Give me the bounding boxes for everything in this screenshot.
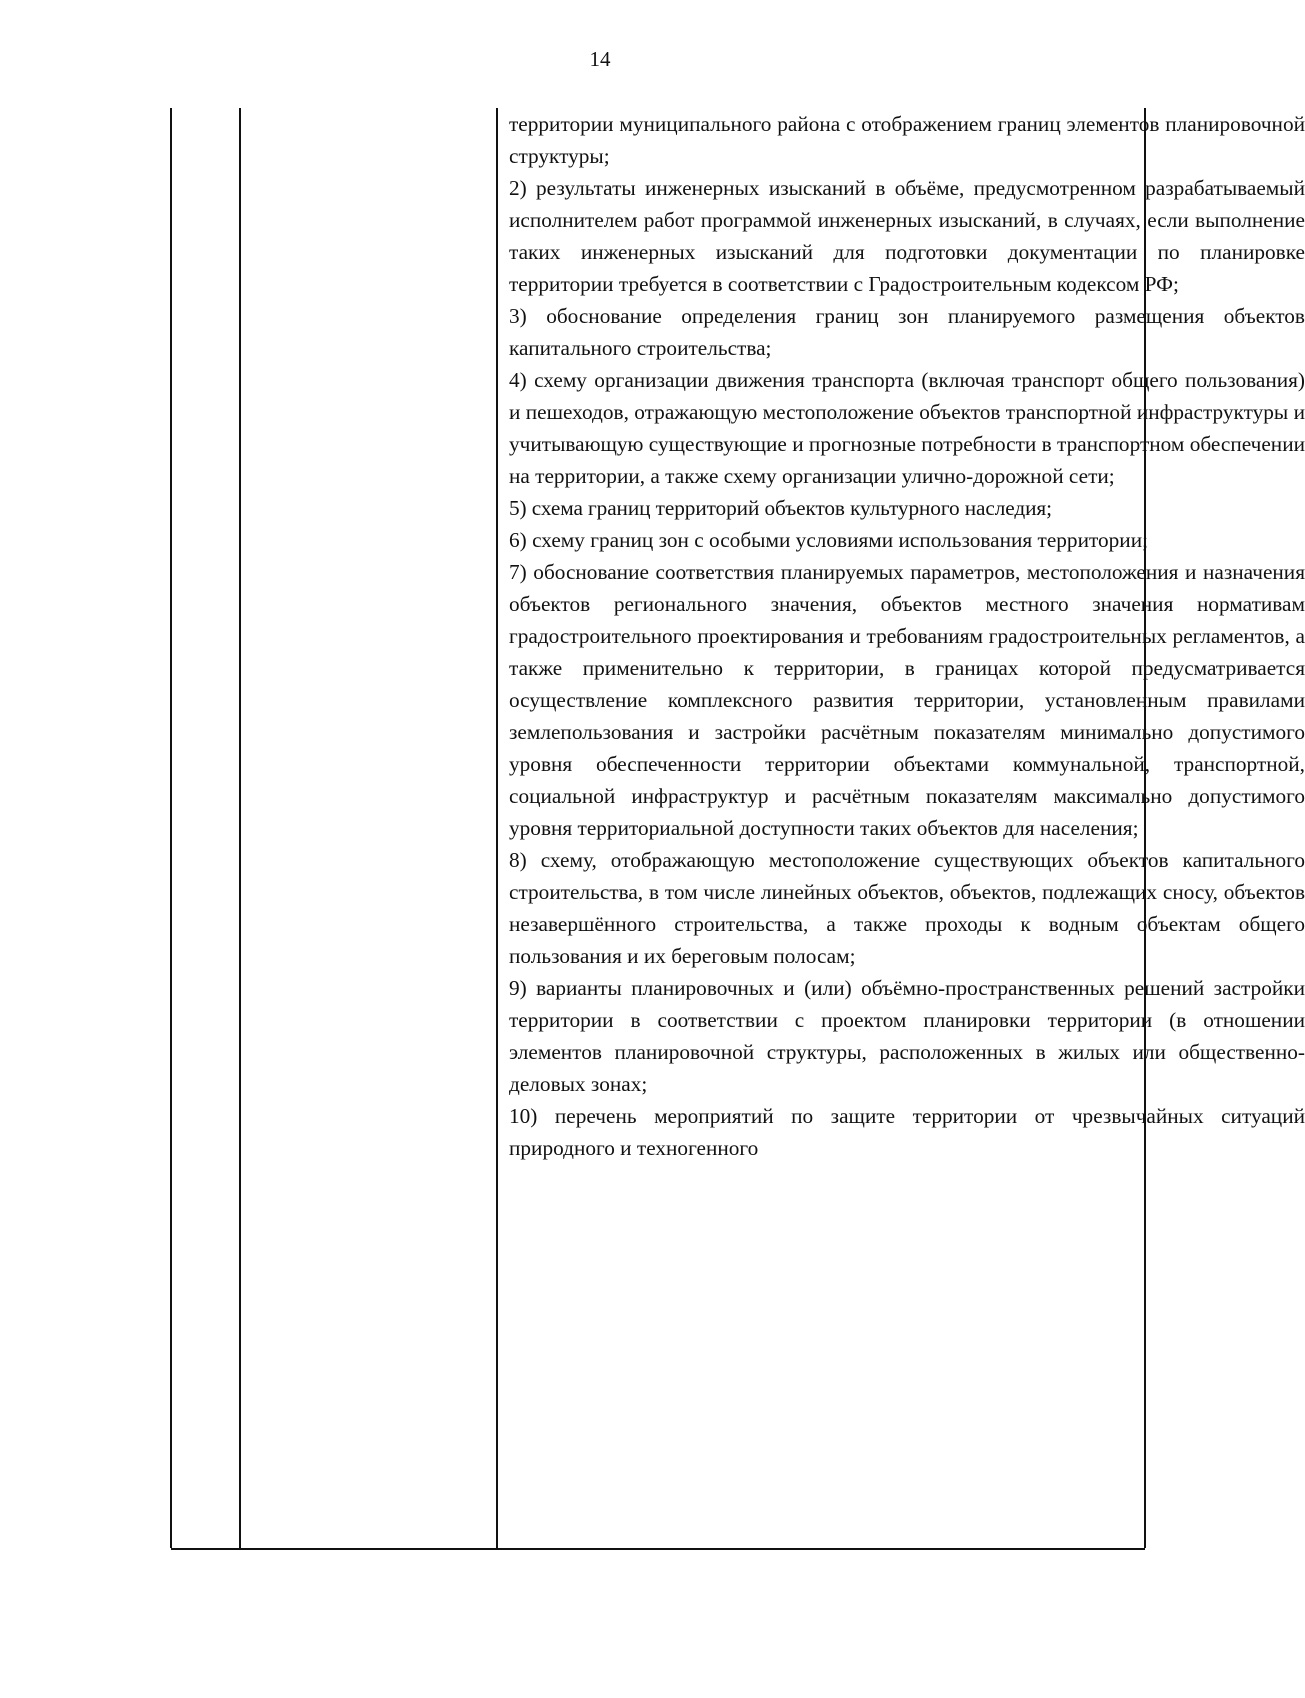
requirement-paragraph: 5) схема границ территорий объектов культурного наследия; [509, 496, 1052, 520]
page-number: 14 [589, 47, 611, 71]
requirement-paragraph: 8) схему, отображающую местоположение существующих объектов капитального строительства, в том числе линейных объектов, объектов, подлежащих сносу, объектов незавершённого строительства, а также проходы к водным объектам общего пользования и их береговым полосам; [509, 848, 1305, 968]
requirement-paragraph: 10) перечень мероприятий по защите территории от чрезвычайных ситуаций природного и техногенного [509, 1104, 1305, 1160]
requirement-paragraph: 2) результаты инженерных изысканий в объёме, предусмотренном разрабатываемый исполнителем работ программой инженерных изысканий, в случаях, если выполнение таких инженерных изысканий для подготовки документации по планировке территории требуется в соответствии с Градостроительным кодексом РФ; [509, 176, 1305, 296]
requirements-cell [509, 108, 1305, 1164]
table-continuation [171, 108, 1305, 1550]
requirement-paragraph: 4) схему организации движения транспорта (включая транспорт общего пользования) и пешеходов, отражающую местоположение объектов транспортной инфраструктуры и учитывающую существующие и прогнозные потребности в транспортном обеспечении на территории, а также схему организации улично-дорожной сети; [509, 368, 1305, 488]
requirement-paragraph: 7) обоснование соответствия планируемых параметров, местоположения и назначения объектов регионального значения, объектов местного значения нормативам градостроительного проектирования и требованиям градостроительных регламентов, а также применительно к территории, в границах которой предусматривается осуществление комплексного развития территории, установленным правилами землепользования и застройки расчётным показателям минимально допустимого уровня обеспеченности территории объектами коммунальной, транспортной, социальной инфраструктур и расчётным показателям максимально допустимого уровня территориальной доступности таких объектов для населения; [509, 560, 1305, 840]
requirement-paragraph: 6) схему границ зон с особыми условиями использования территории; [509, 528, 1149, 552]
requirement-paragraph: 3) обоснование определения границ зон планируемого размещения объектов капитального строительства; [509, 304, 1305, 360]
table-border-left [170, 108, 172, 1548]
requirement-paragraph: 9) варианты планировочных и (или) объёмно-пространственных решений застройки территории в соответствии с проектом планировки территории (в отношении элементов планировочной структуры, расположенных в жилых или общественно-деловых зонах; [509, 976, 1305, 1096]
table-column-divider-2 [496, 108, 498, 1548]
requirement-paragraph: территории муниципального района с отображением границ элементов планировочной структуры; [509, 112, 1305, 168]
table-column-divider-1 [239, 108, 241, 1548]
